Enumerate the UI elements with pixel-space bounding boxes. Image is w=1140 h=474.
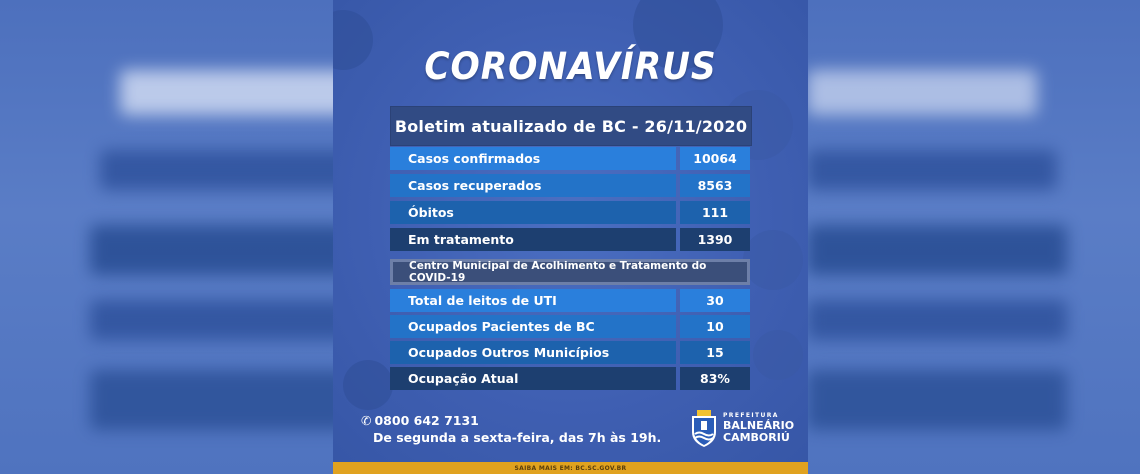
centro-label: Ocupação Atual bbox=[390, 367, 676, 390]
centro-label: Ocupados Pacientes de BC bbox=[390, 315, 676, 338]
centro-header: Centro Municipal de Acolhimento e Tratamento do COVID-19 bbox=[390, 259, 750, 285]
centro-label: Total de leitos de UTI bbox=[390, 289, 676, 312]
stat-row bbox=[390, 228, 750, 251]
centro-row bbox=[390, 341, 750, 364]
centro-value: 10 bbox=[680, 315, 750, 338]
stat-label: Casos recuperados bbox=[390, 174, 676, 197]
bulletin-header: Boletim atualizado de BC - 26/11/2020 bbox=[390, 106, 752, 146]
poster-title: CORONAVÍRUS bbox=[424, 45, 717, 88]
centro-value: 15 bbox=[680, 341, 750, 364]
logo-small-text: PREFEITURA bbox=[723, 412, 779, 419]
phone-icon: ✆ bbox=[361, 413, 372, 428]
centro-row bbox=[390, 315, 750, 338]
saiba-mais-bar: SAIBA MAIS EM: BC.SC.GOV.BR bbox=[333, 462, 808, 474]
centro-row bbox=[390, 289, 750, 312]
blurred-background-left bbox=[0, 0, 335, 474]
stat-value: 8563 bbox=[680, 174, 750, 197]
logo-line-2: CAMBORIÚ bbox=[723, 431, 790, 444]
phone-number: 0800 642 7131 bbox=[374, 413, 479, 428]
virus-decoration-icon bbox=[343, 360, 393, 410]
stat-value: 111 bbox=[680, 201, 750, 224]
stat-value: 10064 bbox=[680, 147, 750, 170]
covid-bulletin-poster bbox=[333, 0, 808, 474]
stat-label: Óbitos bbox=[390, 201, 676, 224]
stat-label: Em tratamento bbox=[390, 228, 676, 251]
logo-line-1: BALNEÁRIO bbox=[723, 419, 795, 432]
city-crest-icon bbox=[689, 410, 719, 448]
stat-value: 1390 bbox=[680, 228, 750, 251]
stat-row bbox=[390, 174, 750, 197]
centro-row bbox=[390, 367, 750, 390]
stat-label: Casos confirmados bbox=[390, 147, 676, 170]
centro-label: Ocupados Outros Municípios bbox=[390, 341, 676, 364]
virus-decoration-icon bbox=[743, 230, 803, 290]
blurred-background-right bbox=[807, 0, 1140, 474]
virus-decoration-icon bbox=[753, 330, 803, 380]
footer-hours: De segunda a sexta-feira, das 7h às 19h. bbox=[373, 430, 662, 445]
stat-row bbox=[390, 147, 750, 170]
centro-value: 83% bbox=[680, 367, 750, 390]
footer-phone bbox=[361, 413, 479, 428]
logo-city-name bbox=[723, 420, 794, 444]
stat-row bbox=[390, 201, 750, 224]
centro-value: 30 bbox=[680, 289, 750, 312]
prefeitura-logo bbox=[689, 410, 799, 450]
